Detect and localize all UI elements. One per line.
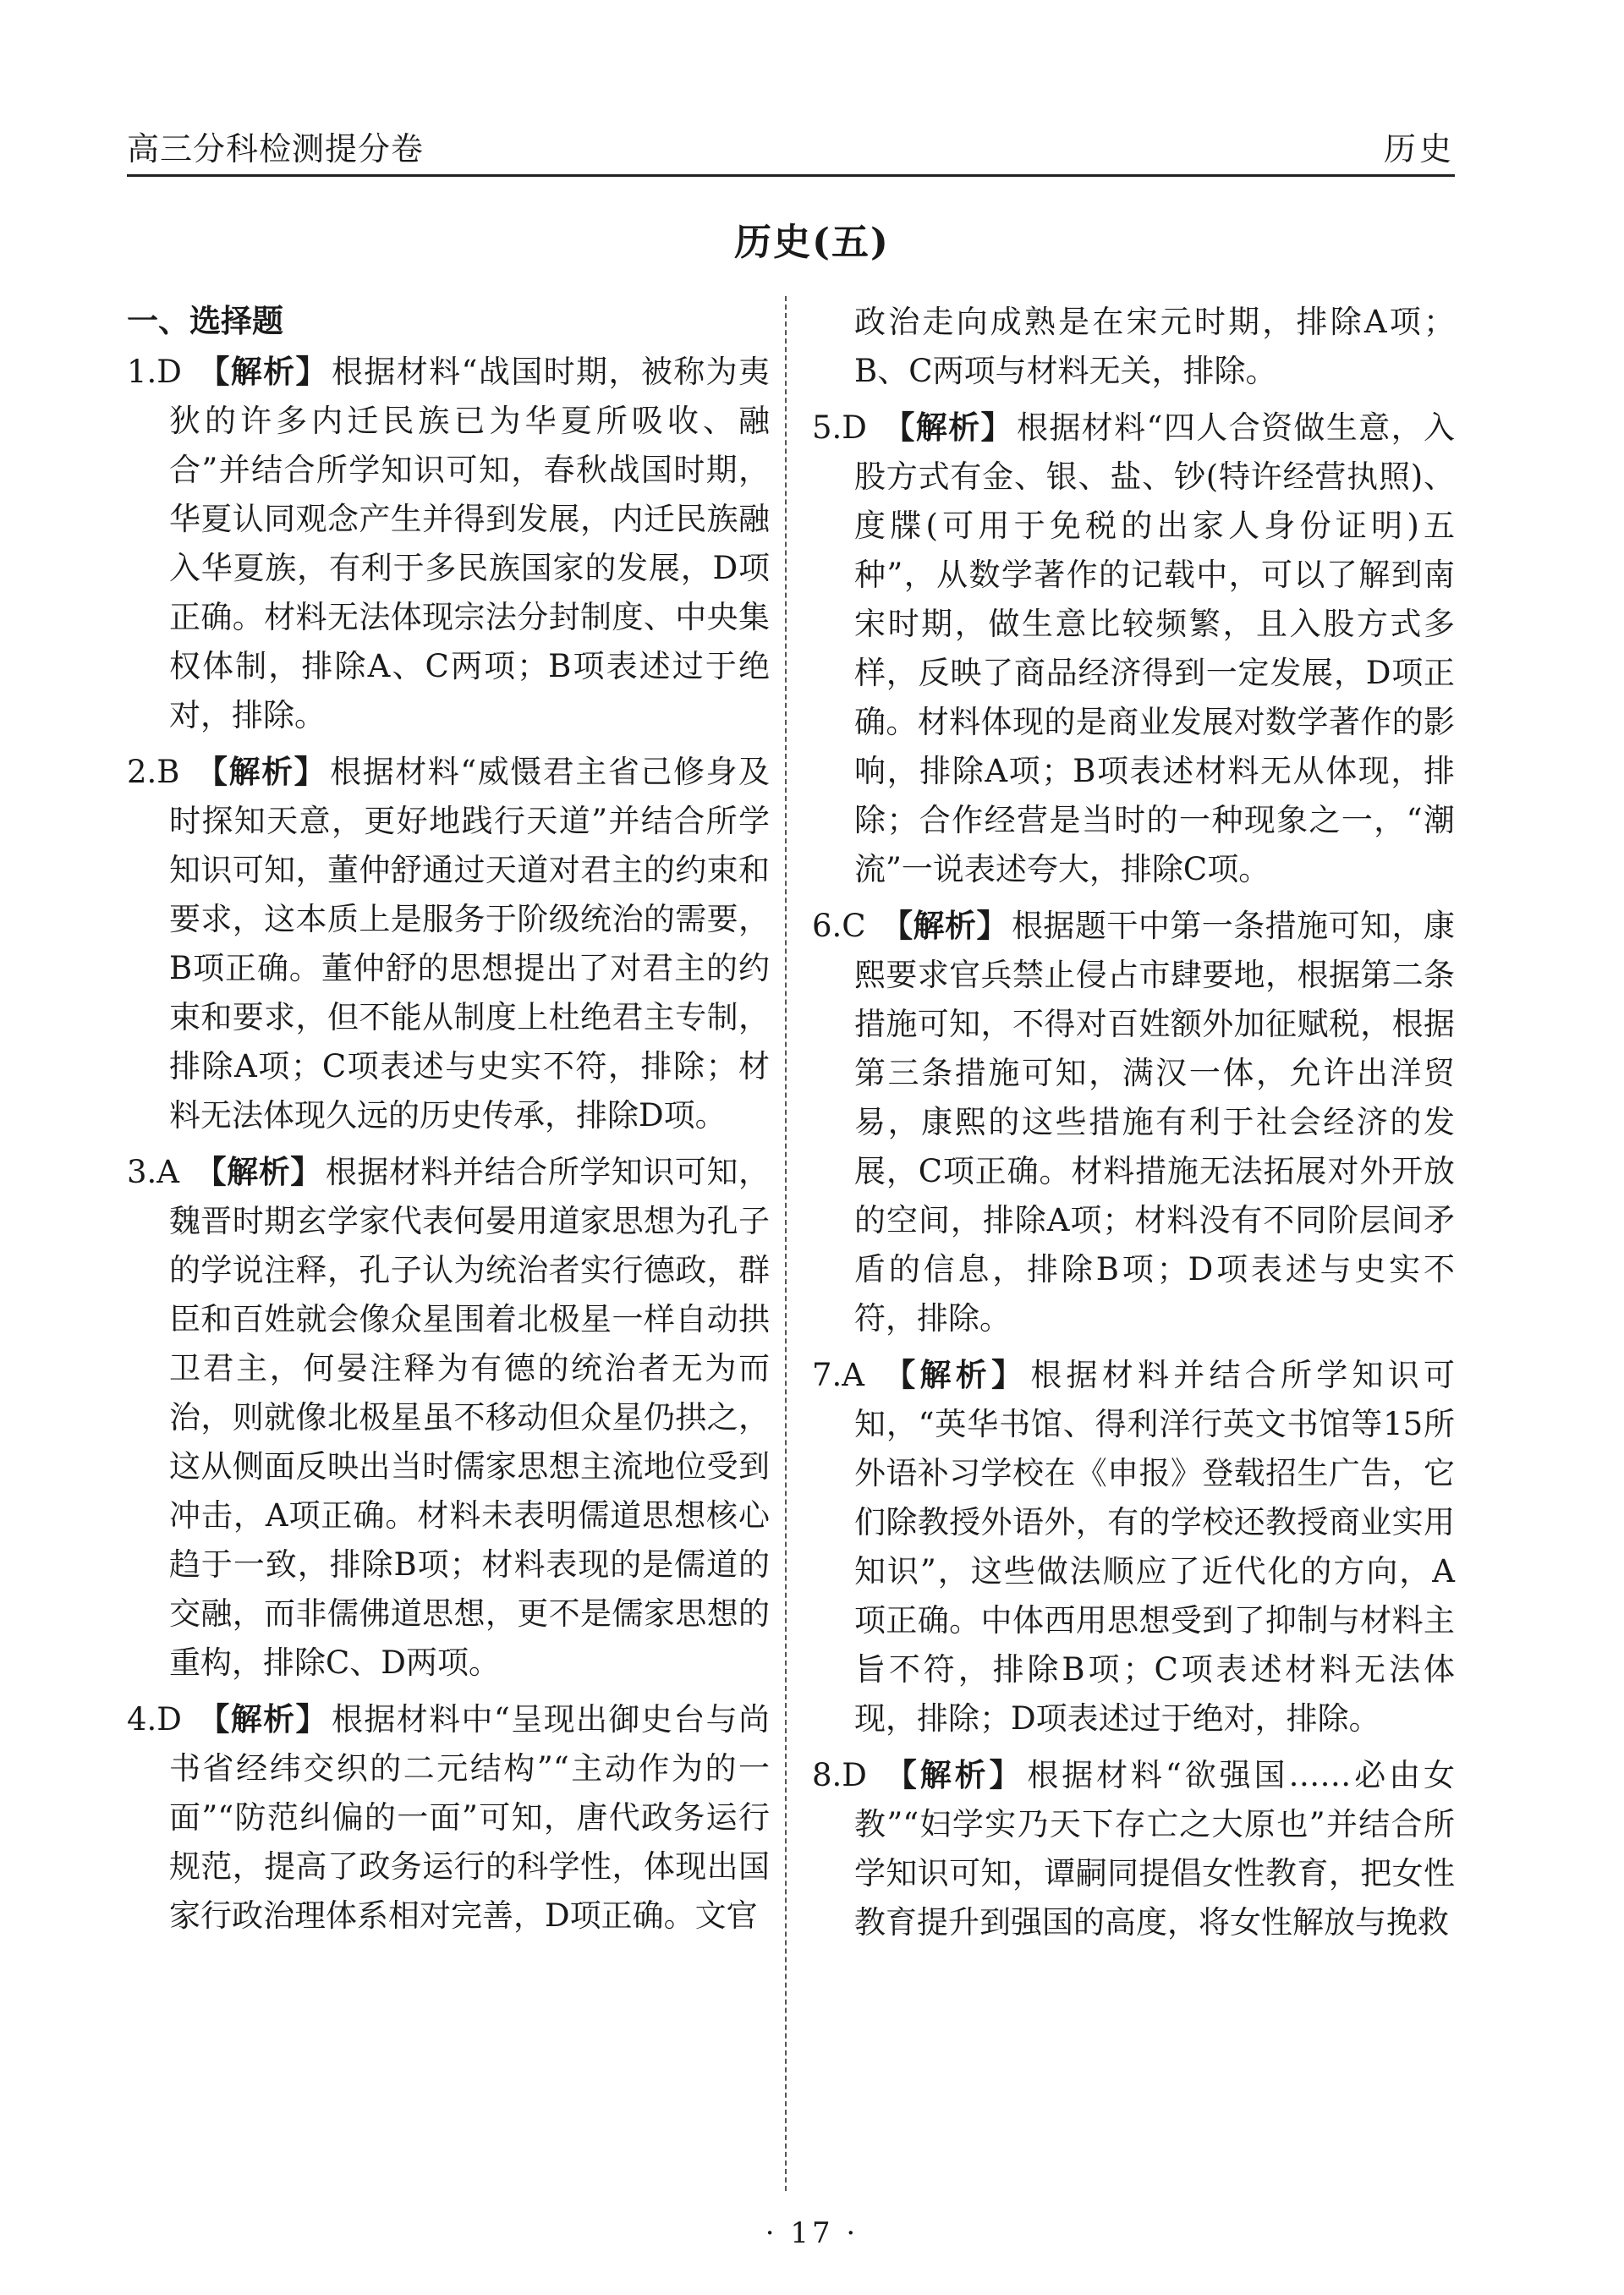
answer-number: 3.A xyxy=(127,1154,180,1190)
answer-item-3 xyxy=(127,1147,770,1688)
answer-item-8 xyxy=(812,1750,1455,1947)
answer-text: 根据材料并结合所学知识可知，魏晋时期玄学家代表何晏用道家思想为孔子的学说注释，孔子认为统治者实行德政，群臣和百姓就会像众星围着北极星一样自动拱卫君主，何晏注释为有德的统治者无为而治，则就像北极星虽不移动但众星仍拱之，这从侧面反映出当时儒家思想主流地位受到冲击，A项正确。材料未表明儒道思想核心趋于一致，排除B项；材料表现的是儒道的交融，而非儒佛道思想，更不是儒家思想的重构，排除C、D两项。 xyxy=(169,1154,771,1681)
answer-text: 根据题干中第一条措施可知，康熙要求官兵禁止侵占市肆要地，根据第二条措施可知，不得对百姓额外加征赋税，根据第三条措施可知，满汉一体，允许出洋贸易，康熙的这些措施有利于社会经济的发展，C项正确。材料措施无法拓展对外开放的空间，排除A项；材料没有不同阶层间矛盾的信息，排除B项；D项表述与史实不符，排除。 xyxy=(854,908,1456,1337)
answer-text: 根据材料“战国时期，被称为夷狄的许多内迁民族已为华夏所吸收、融合”并结合所学知识可知，春秋战国时期，华夏认同观念产生并得到发展，内迁民族融入华夏族，有利于多民族国家的发展，D项正确。材料无法体现宗法分封制度、中央集权体制，排除A、C两项；B项表述过于绝对，排除。 xyxy=(169,354,771,733)
column-divider xyxy=(785,296,787,2191)
answer-number: 8.D xyxy=(812,1757,867,1793)
page-header xyxy=(127,127,1455,177)
answer-item-5 xyxy=(812,403,1455,894)
answer-item-6 xyxy=(812,901,1455,1343)
right-column xyxy=(812,298,1455,1954)
answer-item-7 xyxy=(812,1350,1455,1743)
analysis-tag: 【解析】 xyxy=(881,907,1008,944)
header-subject: 历史 xyxy=(1383,130,1455,167)
answer-item-1 xyxy=(127,347,770,740)
page-title: 历史(五) xyxy=(734,221,890,264)
analysis-tag: 【解析】 xyxy=(881,1756,1024,1793)
analysis-tag: 【解析】 xyxy=(881,409,1013,446)
analysis-tag: 【解析】 xyxy=(195,1153,322,1190)
answer-number: 5.D xyxy=(812,409,867,446)
answer-number: 2.B xyxy=(127,754,180,790)
analysis-tag: 【解析】 xyxy=(195,753,327,790)
answer-text: 根据材料“欲强国……必由女教”“妇学实乃天下存亡之大原也”并结合所学知识可知，谭嗣同提倡女性教育，把女性教育提升到强国的高度，将女性解放与挽救 xyxy=(854,1757,1456,1941)
answer-item-2 xyxy=(127,747,770,1140)
answer-number: 6.C xyxy=(812,908,866,944)
answer-text: 根据材料“威慑君主省己修身及时探知天意，更好地践行天道”并结合所学知识可知，董仲舒通过天道对君主的约束和要求，这本质上是服务于阶级统治的需要，B项正确。董仲舒的思想提出了对君主的约束和要求，但不能从制度上杜绝君主专制，排除A项；C项表述与史实不符，排除；材料无法体现久远的历史传承，排除D项。 xyxy=(169,754,771,1134)
analysis-tag: 【解析】 xyxy=(196,353,328,390)
answer-text: 根据材料并结合所学知识可知，“英华书馆、得利洋行英文书馆等15所外语补习学校在《申报》登载招生广告，它们除教授外语外，有的学校还教授商业实用知识”，这些做法顺应了近代化的方向，A项正确。中体西用思想受到了抑制与材料主旨不符，排除B项；C项表述材料无法体现，排除；D项表述过于绝对，排除。 xyxy=(854,1357,1456,1737)
left-column xyxy=(127,296,770,1947)
section-heading: 一、选择题 xyxy=(127,302,283,339)
analysis-tag: 【解析】 xyxy=(880,1356,1028,1393)
answer-number: 7.A xyxy=(812,1357,865,1393)
answer-text: 根据材料中“呈现出御史台与尚书省经纬交织的二元结构”“主动作为的一面”“防范纠偏的一面”可知，唐代政务运行规范，提高了政务运行的科学性，体现出国家行政治理体系相对完善，D项正确。文官 xyxy=(169,1701,771,1934)
answer-number: 4.D xyxy=(127,1701,182,1738)
answer-number: 1.D xyxy=(127,354,182,390)
answer-item-4 xyxy=(127,1694,770,1941)
analysis-tag: 【解析】 xyxy=(196,1700,328,1738)
header-book-title: 高三分科检测提分卷 xyxy=(127,130,425,167)
answer-text: 根据材料“四人合资做生意，入股方式有金、银、盐、钞(特许经营执照)、度牒(可用于免税的出家人身份证明)五种”，从数学著作的记载中，可以了解到南宋时期，做生意比较频繁，且入股方式多样，反映了商品经济得到一定发展，D项正确。材料体现的是商业发展对数学著作的影响，排除A项；B项表述材料无从体现，排除；合作经营是当时的一种现象之一，“潮流”一说表述夸大，排除C项。 xyxy=(854,409,1456,887)
page-number: · 17 · xyxy=(765,2216,859,2250)
answer-4-continuation: 政治走向成熟是在宋元时期，排除A项；B、C两项与材料无关，排除。 xyxy=(854,304,1455,389)
